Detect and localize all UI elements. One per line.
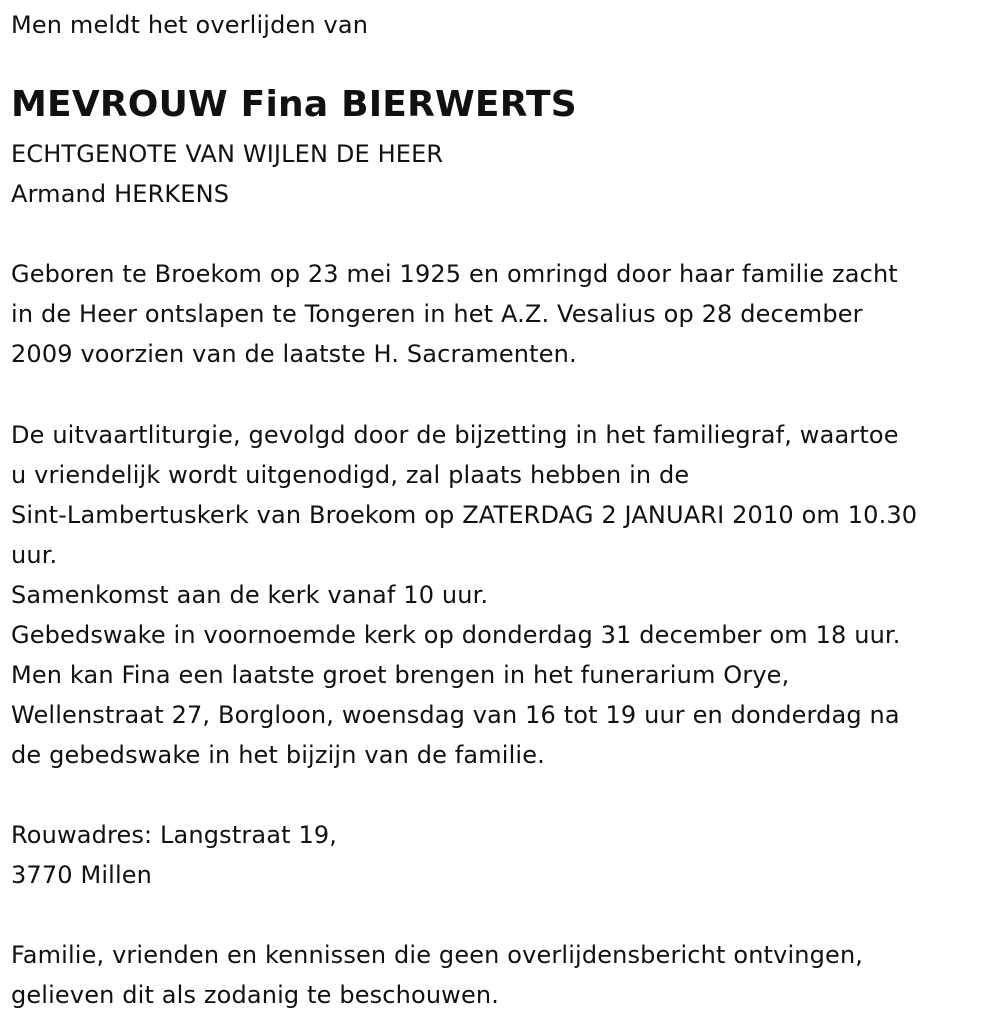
address-line: 3770 Millen [11, 861, 153, 889]
intro-text: Men meldt het overlijden van [11, 11, 369, 39]
funeral-paragraph [11, 415, 917, 775]
spouse-line: Armand HERKENS [11, 180, 230, 208]
mourning-address [11, 815, 337, 895]
paragraph-line: Geboren te Broekom op 23 mei 1925 en omringd door haar familie zacht [11, 260, 898, 288]
paragraph-line: Familie, vrienden en kennissen die geen overlijdensbericht ontvingen, [11, 941, 864, 969]
spouse-section [11, 134, 443, 214]
paragraph-line: uur. [11, 541, 58, 569]
closing-notice [11, 935, 863, 1015]
paragraph-line: Samenkomst aan de kerk vanaf 10 uur. [11, 581, 489, 609]
deceased-name: MEVROUW Fina BIERWERTS [11, 84, 577, 125]
paragraph-line: Gebedswake in voornoemde kerk op donderdag 31 december om 18 uur. [11, 621, 901, 649]
paragraph-line: in de Heer ontslapen te Tongeren in het A.Z. Vesalius op 28 december [11, 300, 863, 328]
paragraph-line: de gebedswake in het bijzijn van de familie. [11, 741, 545, 769]
birth-death-paragraph [11, 254, 898, 374]
paragraph-line: Wellenstraat 27, Borgloon, woensdag van 16 tot 19 uur en donderdag na [11, 701, 900, 729]
paragraph-line: u vriendelijk wordt uitgenodigd, zal plaats hebben in de [11, 461, 690, 489]
paragraph-line: Men kan Fina een laatste groet brengen in het funerarium Orye, [11, 661, 790, 689]
address-line: Rouwadres: Langstraat 19, [11, 821, 338, 849]
spouse-line: ECHTGENOTE VAN WIJLEN DE HEER [11, 140, 444, 168]
paragraph-line: 2009 voorzien van de laatste H. Sacramenten. [11, 340, 577, 368]
paragraph-line: De uitvaartliturgie, gevolgd door de bijzetting in het familiegraf, waartoe [11, 421, 899, 449]
paragraph-line: gelieven dit als zodanig te beschouwen. [11, 981, 500, 1009]
paragraph-line: Sint-Lambertuskerk van Broekom op ZATERDAG 2 JANUARI 2010 om 10.30 [11, 501, 918, 529]
